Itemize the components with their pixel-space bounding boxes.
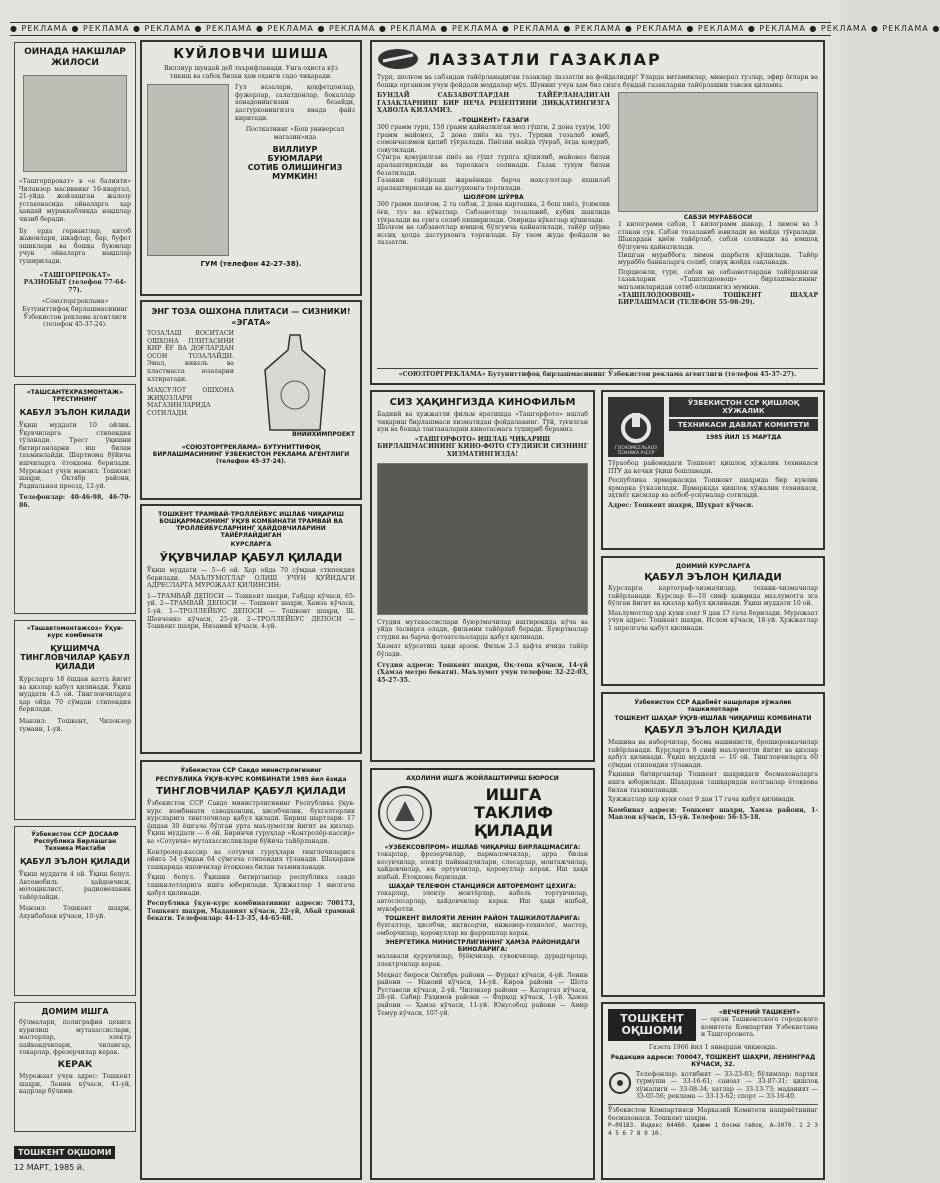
ad-body-2: Студия мутахассислари буюртмачилар иштирокида кўча ва уйда тасвирга олади, фильмни тайёрлаб беради. Буюртмалар студия ва барча фотоательеларда қабул қилинади. <box>377 618 588 641</box>
vegetables-image <box>618 92 818 212</box>
newspaper-masthead: ТОШКЕНТ ОҚШОМИ <box>608 1009 696 1041</box>
ad-body: Машина ва наборчилар, босма машинисти, брошюровкачилар тайёрланади. Курсларга 8 синф маълумотли йигит ва қизлар қабул қилинади. Ўқиш муддати — 10 ой. Тингловчиларга 60 сўмдан стипендия тўланади. <box>608 739 818 769</box>
ad-head: «Ташавтомонтажсоз» Ўқув-курс комбинати <box>26 625 124 639</box>
ad-kuylovchi-shisha <box>140 40 362 296</box>
ad-head: АҲОЛИНИ ИШГА ЖОЙЛАШТИРИШ БЮРОСИ <box>406 775 559 782</box>
ad-body: бўлмалари, полиграфия цехига курилиш мутахассислари, мастерлар, электр пайвандчилари, чилангар, токарлар, фрезерчилар керак. <box>19 1019 131 1057</box>
ad-title: ҚУШИМЧА ТИНГЛОВЧИЛАР ҚАБУЛ ҚИЛАДИ <box>20 644 130 671</box>
recipe-2-text-2: Шолғом ва сабзавотлар юмшоқ бўлгунча қайнатилади, тайёр шўрва иссиқ ҳолда дастурхонга тортилади. Бу таом жуда фойдали ва лаззатли. <box>377 224 610 247</box>
ad-footer: «ТАШГОРПРОКАТ» РАЗНОБЫТ (телефон 77-64-77). <box>23 271 127 294</box>
bureau-emblem-icon <box>377 785 433 841</box>
ad-title: ЭНГ ТОЗА ОШХОНА ПЛИТАСИ — СИЗНИКИ! <box>151 307 351 316</box>
ad-avtomontazh <box>14 620 136 820</box>
gear-logo-icon <box>616 411 656 445</box>
recipe-2-title: ШОЛҒОМ ШЎРВА <box>463 194 524 202</box>
product-line-3: СОТИБ ОЛИШИНГИЗ <box>247 163 343 173</box>
ad-address: Манзил: Тошкент шаҳри, Ахунбабаев кўчаси, 10-уй. <box>19 905 131 920</box>
org-1: «УЗБЕКСОВПРОМ» ИШЛАБ ЧИҚАРИШ БИРЛАШМАСИГА: <box>384 844 581 851</box>
recipe-3-footer: «ТАШПЛОДООВОЩ» ТОШКЕНТ ШАҲАР БИРЛАШМАСИ (ТЕЛЕФОН 55-98-29). <box>618 291 818 307</box>
ad-body-2: Гул вазалари, қоҳфетдонлар, фужерлар, салатдонлар, бокаллар хонадонингизни безайди, дастурхонингизга янада файз киритади. <box>235 84 355 122</box>
ad-sub: «ТАШГОРФОТО» ИШЛАБ ЧИҚАРИШ БИРЛАШМАСИНИНГ КИНО-ФОТО СТУДИЯСИ СИЗНИНГ ХИЗМАТИНГИЗДА! <box>377 435 588 458</box>
ad-kinofilm <box>370 390 595 762</box>
ad-body: Курсларга картограф-чизмачилар, техник-чизмачилар тайёрланади. Курслар 8—10 синф ҳажмида маълумотга эга бўлган йигит ва қизлар қабул қилинади. Ўқиш муддати 10 ой. <box>608 585 818 608</box>
ad-body-2: Контролер-кассир ва сотувчи гуруҳлари тинглочиларига ойига 54 сўмдан 64 сўмгача стипендия тўланади. Шаҳардан ташқарида яшовчилар ётоқхона билан таъминланади. <box>147 848 355 871</box>
store-name: Посткатнинг «Бош универсал магазин»ида <box>245 126 345 141</box>
ad-title: СИЗ ҲАҚИНГИЗДА КИНОФИЛЬМ <box>389 397 576 408</box>
ad-egata <box>140 300 362 500</box>
ad-title: ТИНГЛОВЧИЛАР ҚАБУЛ ҚИЛАДИ <box>156 786 346 797</box>
org-2-body: токарлар, электр монтёрлар, кабель тортувчилар, автослесарлар, ҳайдовчилар керак. Иш ҳақи ишбай, мукофотли. <box>377 890 588 913</box>
ad-body: Курсларга 18 ёшдан катта йигит ва қизлар қабул қилинади. Ўқиш муддати 4.5 ой. Тингловчиларга ҳар ойда 70 сўмдан стипендия берилади. <box>19 676 131 714</box>
recipe-1-text: 300 грамм турп, 150 грамм қайнатилган мол гўшти, 2 дона тухум, 100 грамм майонез, 2 дона пиёз ва туз. Турпни тозалаб ювиб, сомончасимон қилиб тўғралади. Пиёзни майда тўғраб, ёғда қовуриб, совутилади. <box>377 123 610 154</box>
ad-head: ДОМИМ ИШГА <box>41 1007 109 1016</box>
ad-body: Бадиий ва ҳужжатли фильм яратишда «Ташгорфото» ишлаб чиқариш бирлашмаси хизматидан фойдаланинг. Тўй, туғилган кун ва бошқа тантаналарни кинотасмага тушириб берамиз. <box>377 411 588 434</box>
film-crew-photo <box>377 463 588 615</box>
ad-dosaaf <box>14 826 136 996</box>
ad-title: ЎҚУВЧИЛАР ҚАБУЛ ҚИЛАДИ <box>159 551 343 564</box>
product-line-4: МУМКИН! <box>272 172 318 182</box>
telephone-icon <box>608 1071 632 1095</box>
ad-body: Ўқиш муддати 4 ой. Ўқиш бепул. Автомобиль ҳайдовчиси, мотоциклист, радиомеханик тайёрлайди. <box>19 871 131 901</box>
ad-title: ЛАЗЗАТЛИ ГАЗАКЛАР <box>427 49 662 69</box>
ad-footer: «СОЮЗТОРГРЕКЛАМА» БУТУНИТТИФОҚ БИРЛАШМАСИНИНГ ЎЗБЕКИСТОН РЕКЛАМА АГЕНТЛИГИ (телефон 45-37-24). <box>152 444 350 465</box>
ad-qishloq-texnika <box>601 390 825 550</box>
ad-head: Ўзбекистон ССР Савдо министрлигининг <box>180 767 322 774</box>
ad-sub: КУРСЛАРГА <box>230 541 272 548</box>
ad-body: Тўраобод районидаги Тошкент қишлоқ хўжалик техникаси ПТУ да кечки ўқиш бошланади. <box>608 460 818 475</box>
ad-ishga-taklif <box>370 768 595 1180</box>
bureau-address-list: Меҳнат бюроси Октябрь райони — Фурқат кўчаси, 4-уй. Ленин райони — Навоий кўчаси, 14-уй. Киров райони — Шота Руставели кўчаси, 2-уй. Чилонзор райони — Катартал кўчаси, 28-уй. Сабир Раҳимов райони — Фарҳод кўчаси, 1-уй. Ҳамза райони — Ҳамза кўчаси, 11-уй. Юнусобод райони — Амир Темур кўчаси, 107-уй. <box>377 971 588 1017</box>
ad-address: Манзил: Тошкент, Чилонзор тумани, 1-уй. <box>19 717 131 733</box>
newspaper-masthead-small: ТОШКЕНТ ОҚШОМИ <box>14 1146 115 1159</box>
ad-footer: ГУМ (телефон 42-27-38). <box>200 260 302 269</box>
recipe-1-text-2: Сўнгра қовурилган пиёз ва гўшт турпга қўшилиб, майонез билан аралаштирилади ва тарелкага солинади. Газак тухум билан безатилади. <box>377 154 610 177</box>
editorial-phones: Телефонлар: котибият — 33-23-83; бўлимлар: партия турмуши — 33-16-61; саноат — 33-07-31; қишлоқ хўжалиги — 33-08-34; хатлар — 33-13-73; маданият — 33-05-56; реклама — 33-13-62; спорт — 33-16-40. <box>636 1070 818 1101</box>
product-line-1: ВИЛЛИУР <box>272 145 318 155</box>
recipe-2-text: 300 грамм шолғом, 2 та сабзи, 2 дона картошка, 2 бош пиёз, ўсимлик ёғи, туз ва кўкатлар. Сабзавотлар тозаланиб, кубик шаклида тўғралади ва сувга солиб пиширилади. Охирида кўкатлар қўшилади. <box>377 201 610 224</box>
recipe-3-title: САБЗИ МУРАББОСИ <box>683 214 753 222</box>
ad-domim <box>14 1002 136 1132</box>
left-footer <box>14 1140 136 1176</box>
goskomselkhoz-logo <box>608 397 664 457</box>
header-strip: ● РЕКЛАМА ● РЕКЛАМА ● РЕКЛАМА ● РЕКЛАМА ● РЕКЛАМА ● РЕКЛАМА ● РЕКЛАМА ● РЕКЛАМА ● РЕКЛАМА ● РЕКЛАМА ● РЕКЛАМА ● РЕКЛАМА ● РЕКЛАМА ● РЕКЛАМА ● РЕКЛАМА ● <box>10 22 831 36</box>
ad-sub: РЕСПУБЛИКА ЎҚУВ-КУРС КОМБИНАТИ 1985 йил ёзида <box>155 776 347 783</box>
ad-title-1: ИШГА <box>485 785 542 804</box>
ad-body-2: Республика ярмаркасида Тошкент шаҳрида бир кунлик ярмарка ўтказилади. Ярмаркада қишлоқ хўжалик техникаси, эҳтиёт қисмлар ва асбоб-ускуналар сотилади. <box>608 477 818 500</box>
glassware-image <box>147 84 229 256</box>
ad-body-3: Ўқиш бепул. Ўқишни битирганлар республика савдо ташкилотларига ишга юборилади. Ҳужжатлар 1 июлгача қабул қилинади. <box>147 874 355 897</box>
ad-label: ВНИИХИМПРОЕКТ <box>292 431 355 438</box>
ad-body: Виллиур шундай деб таърифланади. Унга оҳиста кўз тикиш ва сабоҳ билан ҳам оҳанги садо чиқаради. <box>163 65 339 80</box>
window-pattern-image <box>23 75 127 172</box>
ad-address: Адрес: Тошкент шаҳри, Шуҳрат кўчаси. <box>608 501 754 509</box>
ad-body: Ўзбекистон ССР Савдо министрлигининг Республика ўқув-курс комбинати саводхонлик, ҳисобчилик, бухгалтерлик курсларига тинглочилар қабул қилади. Бириш шартлари: 17 ёшдан 30 ёшгача бўлган урта маълумотли йигит ва қизлар. Ўқиш муддати — 6 ой. Биринчи гуруҳлар «Контролёр-кассир» ва «Сотувчи» мутахассисликлари бўйича тайёрланади. <box>147 800 355 845</box>
recipe-1-title: «ТОШКЕНТ» ГАЗАГИ <box>458 116 529 124</box>
ad-sub: ТОШКЕНТ ШАҲАР ЎҚУВ-ИШЛАБ ЧИҚАРИШ КОМБИНАТИ <box>614 715 812 722</box>
ad-phone: Телефонлар: 40-46-98, 46-70-86. <box>19 494 131 509</box>
org-1-body: токарлар, фрезерчилар, пармаловчилар, арра билан кесувчилар, электр пайвандчилари, слесарлар, монтажчилар, ҳайдовчилар, юк ортувчилар, қоровуллар керак. Иш ҳақи ишбай. Ётоқхона берилади. <box>377 851 588 881</box>
recipe-1-text-3: Газакни тайёрлаш жараёнида барча маҳсулотлар яхшилаб аралаштирилади ва дастурхонга тортилади. <box>377 177 610 192</box>
ad-lazzatli-gazaklar <box>370 40 825 385</box>
ad-title: КУЙЛОВЧИ ШИША <box>173 47 329 62</box>
soyuztorgreklama-logo-icon <box>377 47 419 71</box>
org-3-body: бухгалтер, ҳисобчи, иқтисодчи, инженер-технолог, мастер, омборчилар, қоровуллар ва фаррошлар керак. <box>377 922 588 937</box>
ad-head: ДОИМИЙ КУРСЛАРГА <box>675 563 751 570</box>
ad-body: ТОЗАЛАШ ВОСИТАСИ ОШХОНА ПЛИТАСИНИ КИР ЁҒ ВА ДОҒЛАРДАН ОСОН ТОЗАЛАЙДИ. Эмал, никель ва пластмасса юзаларни ялтиратади. <box>147 330 234 383</box>
newspaper-subtitle: «ВЕЧЕРНИЙ ТАШКЕНТ» <box>718 1009 801 1016</box>
product-line-2: БУЮМЛАРИ <box>267 154 323 164</box>
ad-depot-list: 1—ТРАМВАЙ ДЕПОСИ — Тошкент шаҳри, Габдар кўчаси, 65-уй. 2—ТРАМВАЙ ДЕПОСИ — Тошкент шаҳри, Хамза кўчаси, 1-уй. 1—ТРОЛЛЕЙБУС ДЕПОСИ — Тошкент шаҳри, Ш. Шевченко кўчаси, 25-уй. 2—ТРОЛЛЕЙБУС ДЕПОСИ — Тошкент шаҳри, Низамий кўчаси, 4-уй. <box>147 592 355 631</box>
ad-body-3: Ҳужжатлар ҳар куни соат 9 дан 17 гача қабул қилинади. <box>608 796 796 804</box>
ad-title-3: ҚИЛАДИ <box>473 821 554 840</box>
ad-nakshlar <box>14 42 136 377</box>
recipe-3-note: Порционли, турп, сабзи ва сабзавотлардан тайёрланган газакларни «Ташплодоовощ» бирлашмасининг магазинларидан сотиб олишингиз мумкин. <box>618 268 818 291</box>
ad-body: Ўқиш муддати — 5—6 ой. Ҳар ойда 70 сўмдан стипендия берилади. МАЪЛУМОТЛАР ОЛИШ УЧУН ҚУЙИДАГИ АДРЕСЛАРГА МУРОЖААТ ҚИЛИНСИН: <box>147 567 355 590</box>
org-3: ТОШКЕНТ ВИЛОЯТИ ЛЕНИН РАЙОН ТАШКИЛОТЛАРИГА: <box>385 915 580 923</box>
ad-title: ОИНАДА НАКШЛАР ЖИЛОСИ <box>24 47 126 68</box>
founding-note: Газета 1966 йил 1 январдан чиқмоқда. <box>648 1044 778 1051</box>
ad-body-2: Маълумотлар ҳар куни соат 9 дан 17 гача берилади. Мурожаат учун адрес: Тошкент шаҳри, Ислом кўчаси, 18-уй. Ҳужжатлар 1 апрелгача қабул қилинади. <box>608 609 818 632</box>
ad-title: КЕРАК <box>57 1059 93 1070</box>
printing-note: Ўзбекистон Компартияси Марказий Комитети нашриётининг босмахонаси. Тошкент шаҳри. <box>608 1104 818 1122</box>
ad-banner-1: ЎЗБЕКИСТОН ССР ҚИШЛОҚ ХЎЖАЛИК <box>669 397 818 417</box>
ad-footer: Республика ўқув-курс комбинатининг адреси: 700173, Тошкент шаҳри, Маданият кўчаси, 22-уй, Абай трамвай бекати. Телефонлар: 44-13-35, 44-65-68. <box>147 900 355 923</box>
recipe-3-text: 1 килограмм сабзи, 1 килограмм шакар, 1 лимон ва 3 стакан сув. Сабзи тозаланиб ювилади ва майда тўғралади. Шакардан қиём тайёрлаб, сабзи солинади ва юмшоқ бўлгунча қайнатилади. <box>618 221 818 251</box>
ad-santexmontazh <box>14 384 136 614</box>
ad-footer: «СОЮЗТОРГРЕКЛАМА» Бутуниттифоқ бирлашмасининг Ўзбекистон реклама агентлиги (телефон 45-37-27). <box>377 368 818 379</box>
ad-date: 1985 ЙИЛ 15 МАРТДА <box>705 434 782 441</box>
ad-title-2: ТАКЛИФ <box>474 803 553 822</box>
print-numbers: Р—09183. Индекс 64460. Ҳажми 1 босма табоқ. А—3070. 1 2 3 4 5 6 7 8 9 10. <box>608 1122 818 1137</box>
ad-address: Мурожаат учун адрес: Тошкент шаҳри, Ленин кўчаси, 41-уй, кадрлар бўлими. <box>19 1072 131 1096</box>
ad-address: Комбинат адреси: Тошкент шаҳри, Хамза райони, 1-Мавлон кўчаси, 15-уй. Телефон: 56-15-18. <box>608 806 818 822</box>
ad-adabiyot-kombinat <box>601 692 825 997</box>
cleaner-bottle-illustration <box>240 330 355 440</box>
recipes-head: БУНДАЙ САБЗАВОТЛАРДАН ТАЙЁРЛАНАДИГАН ГАЗАКЛАРНИНГ БИР НЕЧА РЕЦЕПТИНИ ДИҚҚАТИНГИЗГА ҲАВОЛА ҚИЛАМИЗ. <box>377 92 610 115</box>
issue-date: 12 МАРТ, 1985 й. <box>14 1163 85 1172</box>
ad-title: ҚАБУЛ ЭЪЛОН ҚИЛАДИ <box>644 572 782 583</box>
ad-intro: Турп, шолғом ва сабзидан тайёрланадиган газаклар лаззатли ва фойдалидир! Уларда витаминлар, минерал тузлар, эфир ёғлари ва бошқа организм учун фойдали моддалар мўл. Шунинг учун ҳам биз сизга бундай газакларни тайёрлашни тавсия қиламиз. <box>377 74 818 89</box>
ad-title: ҚАБУЛ ЭЪЛОН ҚИЛАДИ <box>20 857 130 866</box>
ad-body-3: Хизмат кўрсатиш ҳақи арзон. Фильм 2-3 ҳафта ичида тайёр бўлади. <box>377 643 588 658</box>
org-2: ШАҲАР ТЕЛЕФОН СТАНЦИЯСИ АВТОРЕМОНТ ЦЕХИГА: <box>388 883 577 891</box>
ad-brand: «ЭГАТА» <box>231 318 271 327</box>
ad-body-2: МАҲСУЛОТ ОШХОНА ЖИҲОЗЛАРИ МАГАЗИНЛАРИДА СОТИЛАДИ. <box>147 387 234 417</box>
ad-title: ҚАБУЛ ЭЪЛОН ҚИЛАДИ <box>644 725 782 736</box>
ad-head: «ТАШСАНТЕХРАЗМОНТАЖ» ТРЕСТИНИНГ <box>26 389 124 403</box>
ad-doimiy-kurslar <box>601 556 825 686</box>
ad-title: КАБУЛ ЭЪЛОН КИЛАДИ <box>19 408 131 417</box>
ad-savdo <box>140 760 362 1180</box>
editorial-address: Редакция адреси: 700047, ТОШКЕНТ ШАҲРИ, ЛЕНИНГРАД КЎЧАСИ, 32. <box>610 1053 816 1068</box>
ad-head: Ўзбекистон ССР ДОСААФ Республика Бирлашган Техника Мактаби <box>31 831 119 852</box>
recipe-3-text-2: Пишган мураббога лимон шарбати қўшилади. Тайёр мураббо банкаларга солиб, совуқ жойда сақланади. <box>618 251 818 267</box>
ad-agency: «Союзторгреклама» Бутуниттифоқ бирлашмасининг Ўзбекистон реклама агентлиги (телефон 45-37-24). <box>22 298 128 329</box>
ad-body: Ўқиш муддати 10 ойлик. Ўқувчиларга стипендия тўланади. Трест ўқишни битирганларни иш билан таъминлайди. Шартнома бўйича ишчиларга ётоқхона берилади. Мурожаат учун манзил: Тошкент шаҳри, Октябр райони, Радиальная проезд, 12-уй. <box>19 422 131 490</box>
ad-head: Ўзбекистон ССР Адабиёт нашрлари хўжалик ташкилотлари <box>634 699 792 713</box>
logo-text: ГОСКОМСЕЛЬХОЗ ТЕХНИКА УзССР <box>614 446 657 456</box>
ad-body: «Ташгорпрокат» в «е балияти» Чиланзор масивнинг 16-квартал, 21-уйда жойлашган жалозу устахонасида ойналарга ҳар ҳандай мураккабликда нақшлар чизиб беради. <box>19 178 131 223</box>
ad-head: ТОШКЕНТ ТРАМВАЙ-ТРОЛЛЕЙБУС ИШЛАБ ЧИҚАРИШ БОШҚАРМАСИНИНГ ЎҚУВ КОМБИНАТИ ТРАМВАЙ ВА ТРОЛЛЕЙБУСЛАРНИНГ ҲАЙДОВЧИЛАРИНИ ТАЙЁРЛАЙДИГАН <box>158 511 344 539</box>
org-4-body: малакали қурувчилар, бўёқчилар, сувоқчилар, дурадгорлар, электрчилар керак. <box>377 953 588 968</box>
ad-address: Студия адреси: Тошкент шаҳри, Оқ-тепа кўчаси, 14-уй (Ҳамза метро бекати). Маълумот учун телефон: 32-22-03, 45-27-35. <box>377 661 588 684</box>
newspaper-imprint <box>601 1002 825 1180</box>
ad-banner-2: ТЕХНИКАСИ ДАВЛАТ КОМИТЕТИ <box>669 419 818 431</box>
ad-body-2: Ўқишни битирганлар Тошкент шаҳридаги босмахоналарга ишга юборилади. Шаҳардан ташқаридан келганлар ётоқхона билан таъминланади. <box>608 771 818 794</box>
ad-tram-trolleybus <box>140 504 362 754</box>
ad-body-2: Бу ерда гервантлар, китоб жавонлари, шкафлар, бар, буфет эшиклари ва бошқа буюмлар учун ойналарга нақшлар туширилади. <box>19 227 131 265</box>
org-4: ЭНЕРГЕТИКА МИНИСТРЛИГИНИНГ ҲАМЗА РАЙОНИДАГИ БИНОЛАРИГА: <box>385 939 580 954</box>
newspaper-desc: — орган Ташкентского городского комитета Компартии Узбекистана и Ташгорсовета. <box>701 1016 818 1039</box>
